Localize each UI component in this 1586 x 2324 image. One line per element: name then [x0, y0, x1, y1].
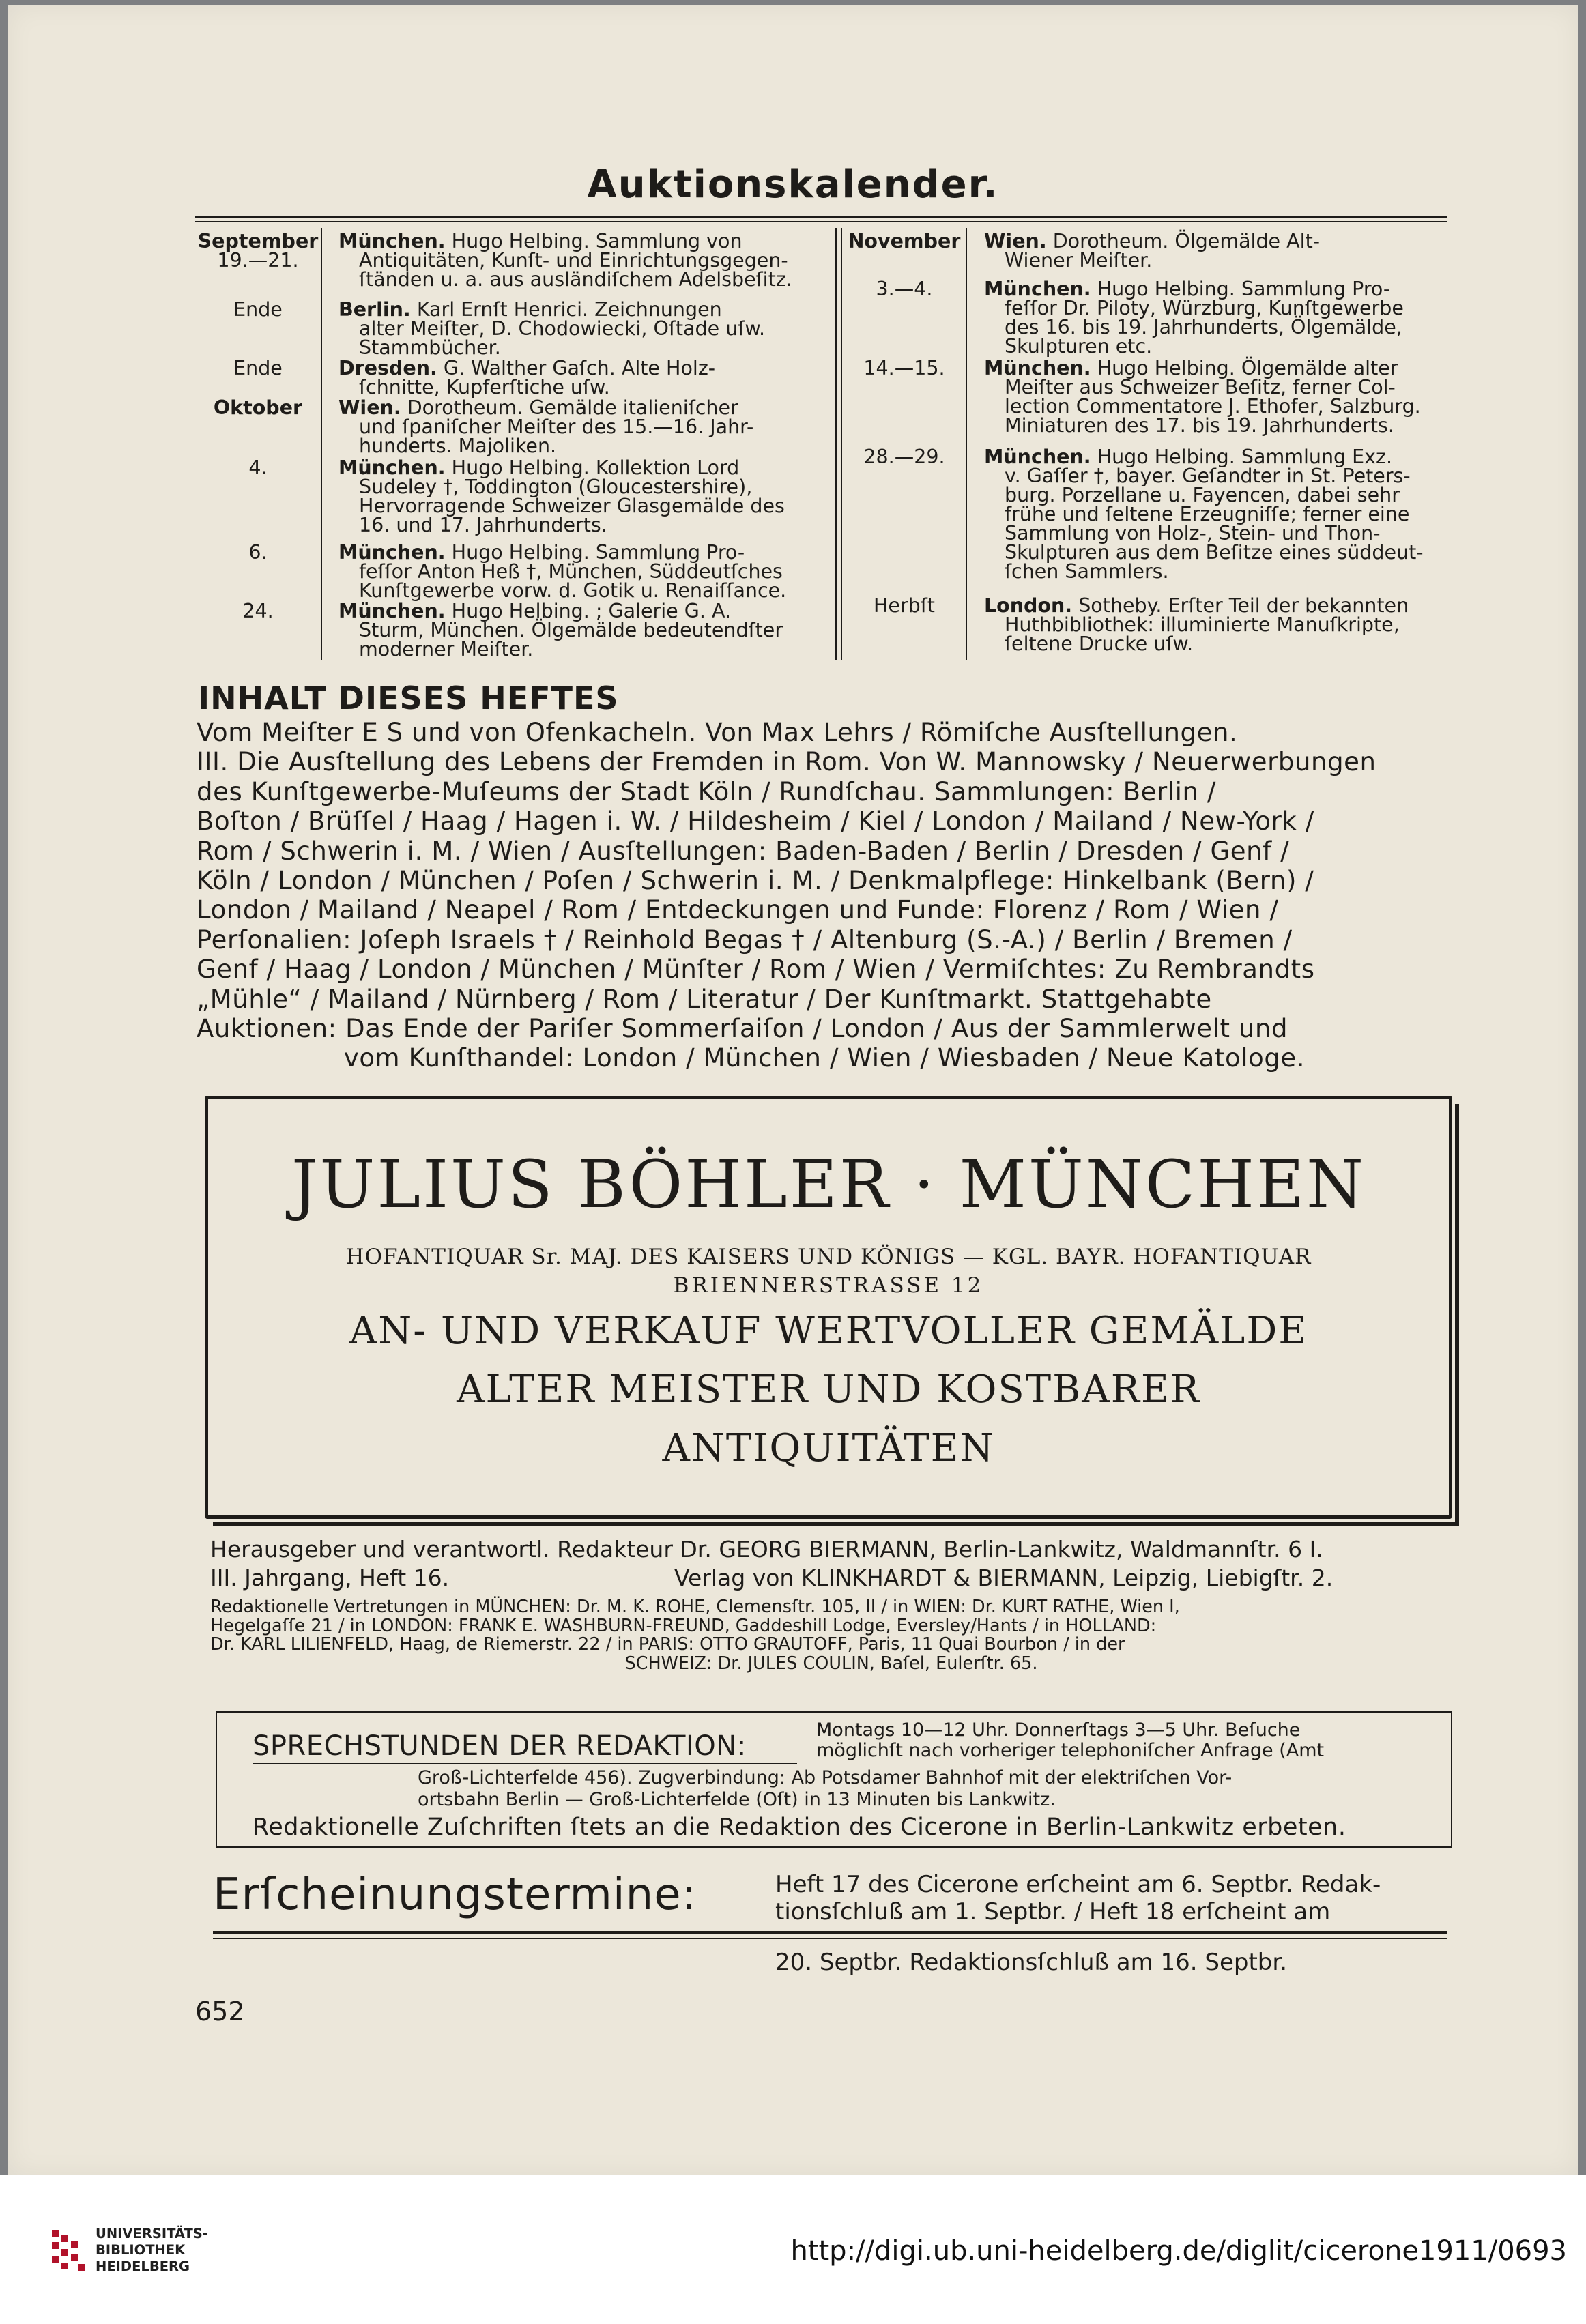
entry-city: Wien.: [984, 230, 1047, 252]
calendar-date: 6.: [248, 541, 268, 564]
schedule-rule-top: [213, 1931, 1447, 1934]
ad-line: AN- UND VERKAUF WERTVOLLER GEMÄLDE: [349, 1309, 1308, 1353]
calendar-entry: München. Hugo Helbing. Sammlung von Antiquitäten, Kunſt- und Einrichtungsgegen- ſtänden u. a. aus ausländiſchem Adelsbeſitz.: [338, 230, 792, 291]
schedule-label: Erſcheinungstermine:: [213, 1870, 697, 1920]
calendar-entry: London. Sotheby. Erſter Teil der bekannten Huthbibliothek: illuminierte Manuſkripte, ſeltene Drucke uſw.: [984, 594, 1409, 655]
office-hours-text: möglichſt nach vorheriger telephoniſcher Anfrage (Amt: [816, 1740, 1325, 1761]
schedule-text: Heft 17 des Cicerone erſcheint am 6. Septbr. Redak-: [775, 1871, 1381, 1898]
ad-line: ANTIQUITÄTEN: [662, 1426, 995, 1470]
contents-line: London / Mailand / Neapel / Rom / Entdeckungen und Funde: Florenz / Rom / Wien /: [197, 895, 1279, 925]
calendar-date: Ende: [233, 298, 283, 321]
source-url-link[interactable]: http://digi.ub.uni-heidelberg.de/diglit/cicerone1911/0693: [790, 2235, 1567, 2267]
calendar-date: 19.—21.: [217, 249, 299, 272]
contents-line: Auktionen: Das Ende der Pariſer Sommerſaiſon / London / Aus der Sammlerwelt und: [197, 1014, 1288, 1044]
calendar-entry: München. Hugo Helbing. Sammlung Exz. v. Gaſſer †, bayer. Geſandter in St. Peters- burg. Porzellane u. Fayencen, dabei sehr frühe und ſeltene Erzeugniſſe; ferner eine Sammlung von Holz-, Stein- und Thon- Skulpturen aus dem Beſitze eines süddeut- ſchen Sammlers.: [984, 446, 1424, 583]
ad-line: ALTER MEISTER UND KOSTBARER: [457, 1367, 1200, 1412]
calendar-date: Ende: [233, 357, 283, 379]
calendar-entry: München. Hugo Helbing. Sammlung Pro- feſſor Anton Heß †, München, Süddeutſches Kunſtgewerbe vorw. d. Gotik u. Renaiſſance.: [338, 541, 787, 602]
library-name: UNIVERSITÄTS- BIBLIOTHEK HEIDELBERG: [96, 2226, 208, 2274]
entry-city: München.: [984, 278, 1091, 300]
entry-city: München.: [338, 456, 446, 479]
imprint-volume: III. Jahrgang, Heft 16.: [210, 1565, 450, 1591]
calendar-entry: Wien. Dorotheum. Gemälde italieniſcher und ſpaniſcher Meiſter des 15.—16. Jahr- hunderts. Majoliken.: [338, 396, 754, 457]
entry-city: München.: [338, 230, 446, 252]
calendar-rule: [966, 228, 967, 660]
page-title: Auktionskalender.: [587, 162, 999, 207]
imprint-publisher: Verlag von KLINKHARDT & BIERMANN, Leipzig, Liebigſtr. 2.: [674, 1565, 1333, 1591]
schedule-rule-bottom: [213, 1938, 1447, 1939]
contents-line: Rom / Schwerin i. M. / Wien / Ausſtellungen: Baden-Baden / Berlin / Dresden / Genf /: [197, 836, 1290, 866]
calendar-rule: [835, 228, 837, 660]
contents-line: Genf / Haag / London / München / Münſter / Rom / Wien / Vermiſchtes: Zu Rembrandts: [197, 955, 1315, 985]
calendar-entry: Wien. Dorotheum. Ölgemälde Alt- Wiener Meiſter.: [984, 230, 1321, 272]
entry-city: Berlin.: [338, 298, 411, 321]
entry-city: München.: [984, 357, 1091, 379]
entry-city: München.: [338, 541, 446, 564]
entry-city: München.: [338, 600, 446, 622]
page-number: 652: [195, 1996, 245, 2027]
calendar-date: September: [197, 230, 319, 252]
office-hours-text: ortsbahn Berlin — Groß-Lichterfelde (Oſt) in 13 Minuten bis Lankwitz.: [418, 1789, 1056, 1810]
contents-line: des Kunſtgewerbe-Muſeums der Stadt Köln / Rundſchau. Sammlungen: Berlin /: [197, 776, 1216, 807]
schedule-text: 20. Septbr. Redaktionsſchluß am 16. Septbr.: [775, 1949, 1288, 1976]
contents-line: Vom Meiſter E S und von Ofenkacheln. Von Max Lehrs / Römiſche Ausſtellungen.: [197, 718, 1238, 747]
calendar-date: 28.—29.: [863, 446, 945, 468]
contents-heading: INHALT DIESES HEFTES: [198, 680, 619, 716]
contents-list: [197, 718, 1452, 1073]
contents-line: „Mühle“ / Mailand / Nürnberg / Rom / Literatur / Der Kunſtmarkt. Stattgehabte: [197, 984, 1212, 1014]
calendar-entry: Berlin. Karl Ernſt Henrici. Zeichnungen alter Meiſter, D. Chodowiecki, Oſtade uſw. Stammbücher.: [338, 298, 766, 359]
calendar-rule: [841, 228, 842, 660]
office-hours-text: Groß-Lichterfelde 456). Zugverbindung: Ab Potsdamer Bahnhof mit der elektriſchen Vor-: [418, 1767, 1232, 1788]
contents-line: Boſton / Brüſſel / Haag / Hagen i. W. / Hildesheim / Kiel / London / Mailand / New-York /: [197, 807, 1314, 837]
title-rule-bottom: [195, 221, 1447, 222]
imprint-editor: Herausgeber und verantwortl. Redakteur Dr. GEORG BIERMANN, Berlin-Lankwitz, Waldmannſtr. 6 I.: [210, 1536, 1323, 1563]
calendar-date: 24.: [242, 600, 274, 622]
calendar-entry: München. Hugo Helbing. ; Galerie G. A. Sturm, München. Ölgemälde bedeutendſter moderner Meiſter.: [338, 600, 783, 660]
calendar-date: 3.—4.: [876, 278, 933, 300]
calendar-date: 4.: [248, 456, 268, 479]
calendar-date: Herbſt: [874, 594, 935, 617]
ad-brand: JULIUS BÖHLER · MÜNCHEN: [291, 1146, 1366, 1223]
entry-city: Dresden.: [338, 357, 437, 379]
calendar-date: Oktober: [213, 396, 303, 419]
entry-city: München.: [984, 446, 1091, 468]
office-hours-text: Montags 10—12 Uhr. Donnerſtags 3—5 Uhr. Beſuche: [816, 1719, 1301, 1741]
calendar-rule: [321, 228, 322, 660]
imprint-representatives: Redaktionelle Vertretungen in MÜNCHEN: Dr. M. K. ROHE, Clemensſtr. 105, II / in WIEN: Dr. KURT RATHE, Wien I, Hegelgaſſe 21 / in LONDON: FRANK E. WASHBURN-FREUND, Gaddeshill Lodge, Eversley/Hants / in HOLLAND: Dr. KARL LILIENFELD, Haag, de Riemerstr. 22 / in PARIS: OTTO GRAUTOFF, Paris, 11 Quai Bourbon / in der SCHWEIZ: Dr. JULES COULIN, Baſel, Eulerſtr. 65.: [210, 1597, 1180, 1674]
office-hours-text: Redaktionelle Zuſchriften ſtets an die Redaktion des Cicerone in Berlin-Lankwitz erbeten.: [253, 1814, 1346, 1841]
schedule-text: tionsſchluß am 1. Septbr. / Heft 18 erſcheint am: [775, 1898, 1331, 1926]
office-hours-label: SPRECHSTUNDEN DER REDAKTION:: [253, 1730, 747, 1762]
entry-city: London.: [984, 594, 1073, 617]
contents-line: vom Kunſthandel: London / München / Wien / Wiesbaden / Neue Katologe.: [343, 1043, 1306, 1073]
contents-line: Perſonalien: Joſeph Israels † / Reinhold Begas † / Altenburg (S.-A.) / Berlin / Bremen /: [197, 925, 1293, 955]
calendar-entry: Dresden. G. Walther Gaſch. Alte Holz- ſchnitte, Kupferſtiche uſw.: [338, 357, 716, 398]
entry-city: Wien.: [338, 396, 401, 419]
contents-line: III. Die Ausſtellung des Lebens der Fremden in Rom. Von W. Mannowsky / Neuerwerbungen: [197, 747, 1376, 777]
calendar-entry: München. Hugo Helbing. Kollektion Lord Sudeley †, Toddington (Gloucestershire), Hervorragende Schweizer Glasgemälde des 16. und 17. Jahrhunderts.: [338, 456, 785, 536]
calendar-date: 14.—15.: [863, 357, 945, 379]
ad-address: BRIENNERSTRASSE 12: [673, 1273, 984, 1298]
office-hours-underline: [253, 1763, 797, 1764]
calendar-date: November: [848, 230, 961, 252]
title-rule-top: [195, 216, 1447, 218]
calendar-entry: München. Hugo Helbing. Sammlung Pro- feſſor Dr. Piloty, Würzburg, Kunſtgewerbe des 16. bis 19. Jahrhunderts, Ölgemälde, Skulpturen etc.: [984, 278, 1404, 358]
library-logo-icon: [52, 2230, 85, 2275]
ad-subtitle: HOFANTIQUAR Sr. MAJ. DES KAISERS UND KÖNIGS — KGL. BAYR. HOFANTIQUAR: [345, 1245, 1312, 1269]
calendar-entry: München. Hugo Helbing. Ölgemälde alter Meiſter aus Schweizer Beſitz, ferner Col- lection Commentatore J. Ethofer, Salzburg. Miniaturen des 17. bis 19. Jahrhunderts.: [984, 357, 1421, 437]
contents-line: Köln / London / München / Poſen / Schwerin i. M. / Denkmalpflege: Hinkelbank (Bern) /: [197, 866, 1314, 896]
